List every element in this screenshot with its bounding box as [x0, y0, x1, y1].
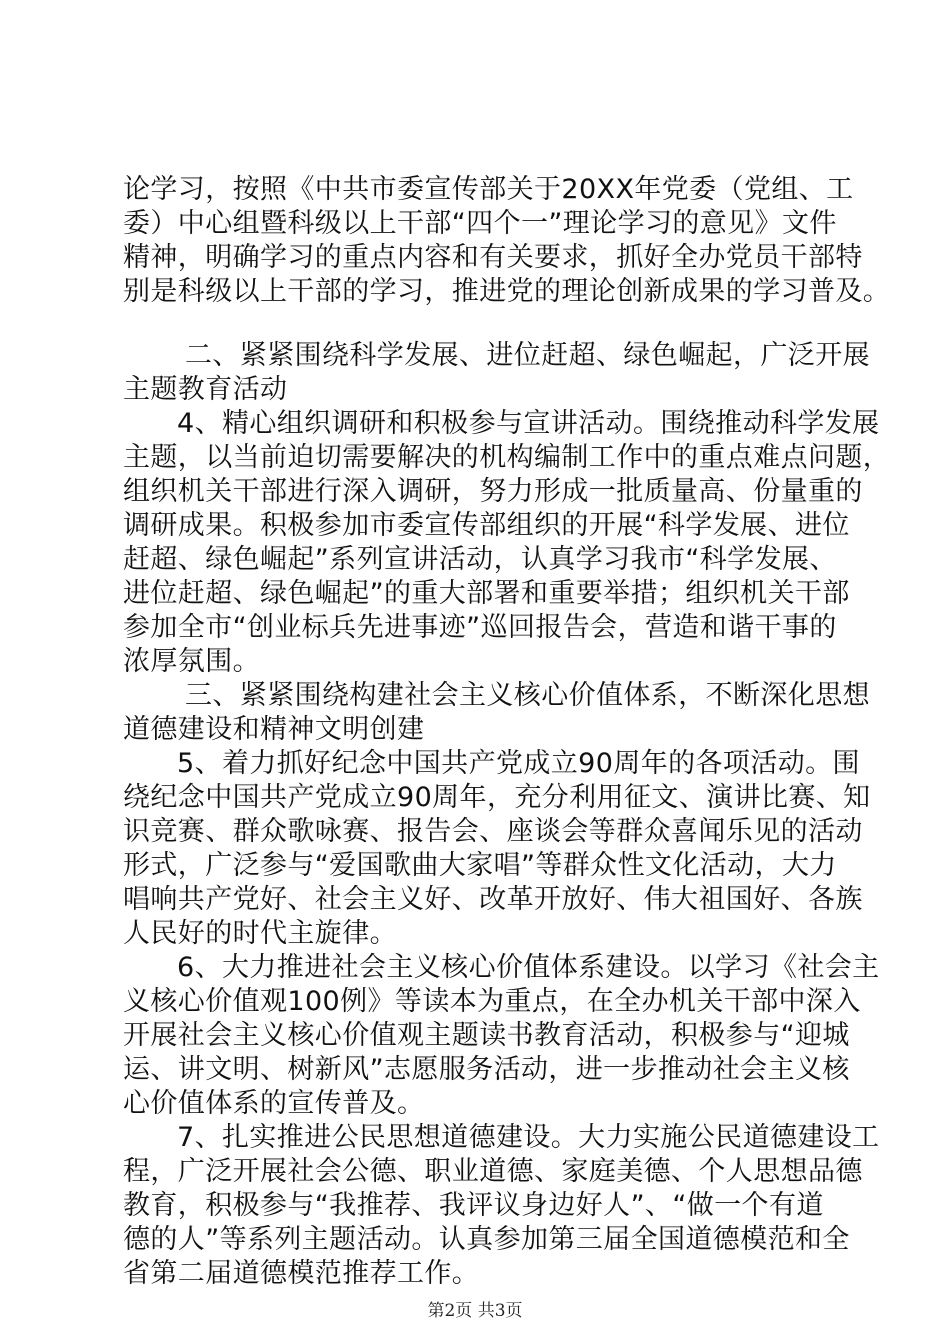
text-line: 唱响共产党好、社会主义好、改革开放好、伟大祖国好、各族	[123, 884, 863, 915]
text-line: 浓厚氛围。	[123, 646, 260, 677]
text-line: 委）中心组暨科级以上干部“四个一”理论学习的意见》文件	[123, 208, 837, 239]
text-line: 组织机关干部进行深入调研，努力形成一批质量高、份量重的	[123, 476, 863, 507]
text-line: 运、讲文明、树新风”志愿服务活动，进一步推动社会主义核	[123, 1054, 850, 1085]
text-line: 论学习，按照《中共市委宣传部关于20XX年党委（党组、工	[123, 174, 854, 205]
text-line: 别是科级以上干部的学习，推进党的理论创新成果的学习普及。	[123, 276, 891, 307]
text-line: 4、精心组织调研和积极参与宣讲活动。围绕推动科学发展	[177, 408, 880, 439]
text-line: 程，广泛开展社会公德、职业道德、家庭美德、个人思想品德	[123, 1156, 863, 1187]
text-line: 省第二届道德模范推荐工作。	[123, 1258, 480, 1289]
text-line: 7、扎实推进公民思想道德建设。大力实施公民道德建设工	[177, 1122, 880, 1153]
text-line: 主题，以当前迫切需要解决的机构编制工作中的重点难点问题，	[123, 442, 891, 473]
text-line: 赶超、绿色崛起”系列宣讲活动，认真学习我市“科学发展、	[123, 544, 837, 575]
text-line: 调研成果。积极参加市委宣传部组织的开展“科学发展、进位	[123, 510, 850, 541]
text-line: 人民好的时代主旋律。	[123, 918, 397, 949]
text-line: 5、着力抓好纪念中国共产党成立90周年的各项活动。围	[177, 748, 860, 779]
text-line: 参加全市“创业标兵先进事迹”巡回报告会，营造和谐干事的	[123, 612, 837, 643]
page-number-footer: 第2页 共3页	[427, 1301, 523, 1321]
text-line: 心价值体系的宣传普及。	[123, 1088, 425, 1119]
text-line: 6、大力推进社会主义核心价值体系建设。以学习《社会主	[177, 952, 880, 983]
text-line: 义核心价值观100例》等读本为重点，在全办机关干部中深入	[123, 986, 861, 1017]
text-line: 识竞赛、群众歌咏赛、报告会、座谈会等群众喜闻乐见的活动	[123, 816, 863, 847]
section-heading-line: 二、紧紧围绕科学发展、进位赶超、绿色崛起，广泛开展	[185, 340, 870, 371]
text-line: 进位赶超、绿色崛起”的重大部署和重要举措；组织机关干部	[123, 578, 850, 609]
text-line: 开展社会主义核心价值观主题读书教育活动，积极参与“迎城	[123, 1020, 850, 1051]
section-heading-line: 三、紧紧围绕构建社会主义核心价值体系，不断深化思想	[185, 680, 870, 711]
section-heading-line: 主题教育活动	[123, 374, 288, 405]
text-line: 精神，明确学习的重点内容和有关要求，抓好全办党员干部特	[123, 242, 863, 273]
text-line: 教育，积极参与“我推荐、我评议身边好人”、“做一个有道	[123, 1190, 824, 1221]
text-line: 绕纪念中国共产党成立90周年，充分利用征文、演讲比赛、知	[123, 782, 871, 813]
text-line: 德的人”等系列主题活动。认真参加第三届全国道德模范和全	[123, 1224, 850, 1255]
text-line: 形式，广泛参与“爱国歌曲大家唱”等群众性文化活动，大力	[123, 850, 837, 881]
section-heading-line: 道德建设和精神文明创建	[123, 714, 425, 745]
